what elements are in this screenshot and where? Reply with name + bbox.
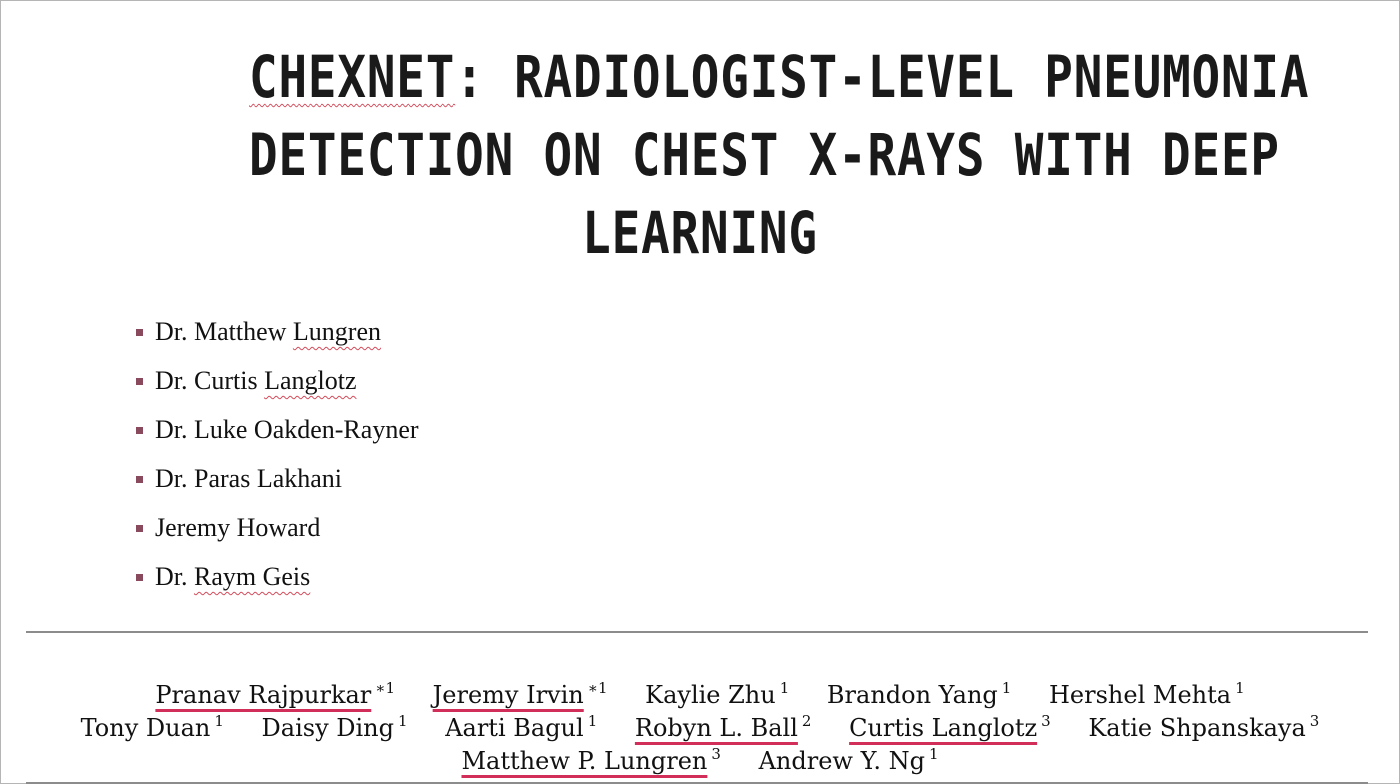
reviewer-name-prefix: Jeremy Howard	[155, 513, 321, 542]
reviewer-name-prefix: Dr. Matthew	[155, 317, 293, 346]
reviewer-name-prefix: Dr. Paras Lakhani	[155, 464, 343, 493]
title-line-1	[249, 38, 1310, 116]
author-row-1	[20, 672, 1380, 709]
reviewer-name-prefix: Dr.	[155, 562, 194, 591]
bullet-square-icon	[136, 476, 143, 483]
reviewer-name-prefix: Dr. Curtis	[155, 366, 265, 395]
author-tony-duan: Tony Duan $^1$	[80, 712, 224, 742]
author-hershel-mehta: Hershel Mehta $^1$	[1048, 679, 1245, 709]
author-curtis-langlotz: Curtis Langlotz $^3$	[849, 712, 1051, 742]
title-word-chexnet: CHEXNET	[249, 43, 456, 111]
author-katie-shpanskaya: Katie Shpanskaya $^3$	[1088, 712, 1320, 742]
list-item[interactable]	[136, 410, 419, 459]
list-item[interactable]	[136, 361, 419, 410]
reviewer-name-flagged: Lungren	[292, 317, 382, 346]
list-item[interactable]	[136, 459, 419, 508]
reviewer-list[interactable]	[136, 312, 419, 606]
author-daisy-ding: Daisy Ding $^1$	[261, 712, 408, 742]
author-brandon-yang: Brandon Yang $^1$	[826, 679, 1012, 709]
bullet-square-icon	[136, 427, 143, 434]
reviewer-name-prefix: Dr. Luke Oakden-Rayner	[155, 415, 419, 444]
author-jeremy-irvin: Jeremy Irvin $^{∗1}$	[432, 679, 608, 709]
bullet-square-icon	[136, 329, 143, 336]
paper-author-block[interactable]	[20, 672, 1380, 775]
bullet-square-icon	[136, 574, 143, 581]
author-row-2	[20, 705, 1380, 742]
title-line-2: DETECTION ON CHEST X-RAYS WITH DEEP	[249, 121, 1280, 189]
title-line-3: LEARNING	[582, 199, 818, 267]
reviewer-name-flagged: Langlotz	[264, 366, 357, 395]
author-andrew-ng: Andrew Y. Ng $^1$	[758, 745, 939, 775]
slide-title[interactable]	[249, 38, 1310, 272]
bullet-square-icon	[136, 378, 143, 385]
list-item[interactable]	[136, 312, 419, 361]
author-robyn-ball: Robyn L. Ball $^2$	[634, 712, 812, 742]
bullet-square-icon	[136, 525, 143, 532]
title-line-1-rest: : RADIOLOGIST-LEVEL PNEUMONIA	[455, 43, 1310, 111]
reviewer-name-flagged: Raym Geis	[194, 562, 311, 591]
author-matthew-lungren: Matthew P. Lungren $^3$	[461, 745, 721, 775]
author-kaylie-zhu: Kaylie Zhu $^1$	[645, 679, 790, 709]
list-item[interactable]	[136, 557, 419, 606]
author-pranav-rajpurkar: Pranav Rajpurkar $^{∗1}$	[155, 679, 396, 709]
author-aarti-bagul: Aarti Bagul $^1$	[445, 712, 598, 742]
section-divider	[26, 631, 1368, 633]
list-item[interactable]	[136, 508, 419, 557]
